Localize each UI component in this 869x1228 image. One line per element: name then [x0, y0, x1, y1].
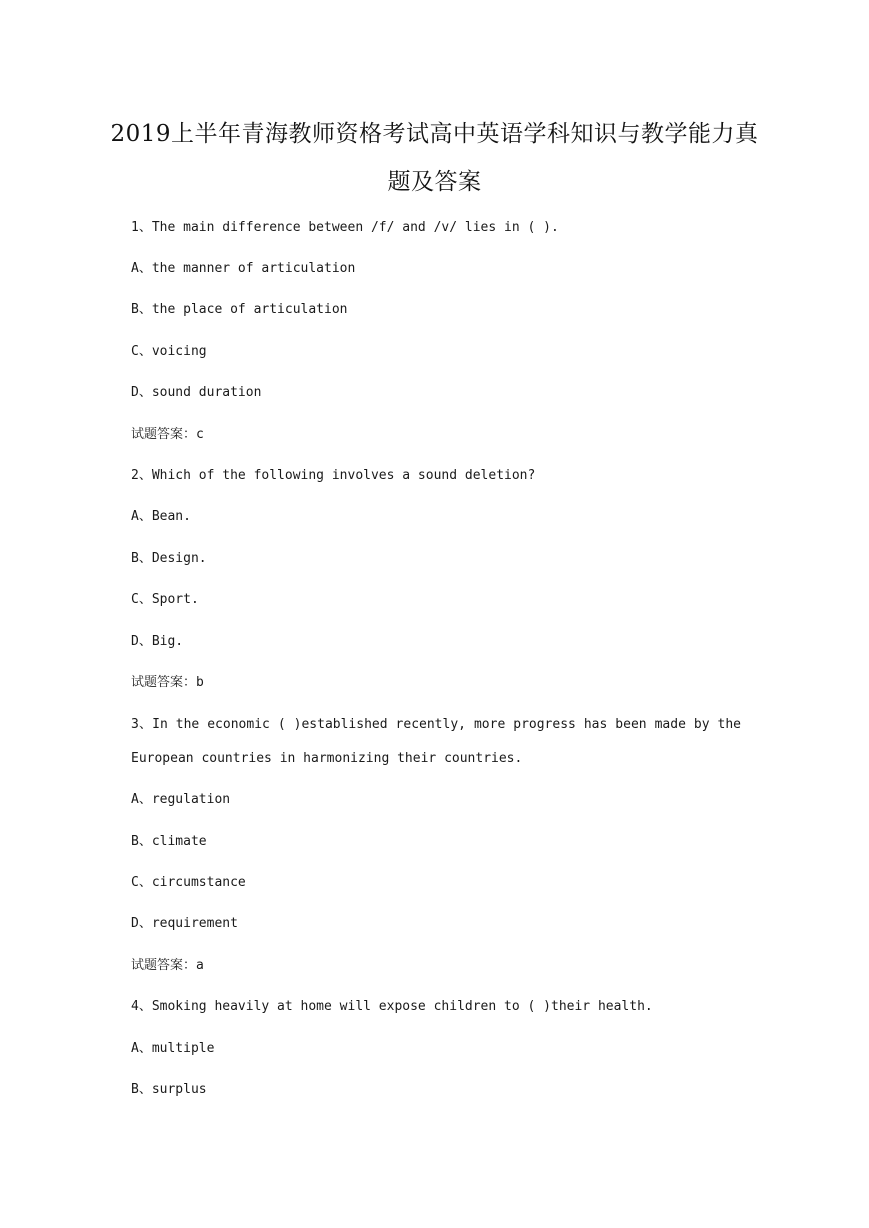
- q3-option-a: A、regulation: [131, 792, 231, 807]
- q4-option-b: B、surplus: [131, 1082, 207, 1097]
- q3-answer: 试题答案：a: [131, 958, 204, 973]
- q1-option-b: B、the place of articulation: [131, 302, 348, 317]
- q2-option-c: C、Sport.: [131, 592, 199, 607]
- q3-stem: 3、In the economic ( )established recently, more progress has been made by the European countries in harmonizing their countries.: [131, 717, 741, 766]
- q1-option-d: D、sound duration: [131, 385, 262, 400]
- q1-option-c: C、voicing: [131, 344, 207, 359]
- q3-option-c: C、circumstance: [131, 875, 246, 890]
- q4-option-a: A、multiple: [131, 1041, 215, 1056]
- q2-stem: 2、Which of the following involves a sound deletion?: [131, 468, 536, 483]
- q1-stem: 1、The main difference between /f/ and /v/ lies in ( ).: [131, 220, 559, 235]
- q3-option-b: B、climate: [131, 834, 207, 849]
- q1-option-a: A、the manner of articulation: [131, 261, 356, 276]
- q2-option-d: D、Big.: [131, 634, 184, 649]
- q1-answer: 试题答案：c: [131, 427, 204, 442]
- document-title: 2019上半年青海教师资格考试高中英语学科知识与教学能力真题及答案: [110, 121, 759, 195]
- q4-stem: 4、Smoking heavily at home will expose children to ( )their health.: [131, 999, 653, 1014]
- q2-option-b: B、Design.: [131, 551, 207, 566]
- q2-answer: 试题答案：b: [131, 675, 204, 690]
- q3-option-d: D、requirement: [131, 916, 238, 931]
- q2-option-a: A、Bean.: [131, 509, 191, 524]
